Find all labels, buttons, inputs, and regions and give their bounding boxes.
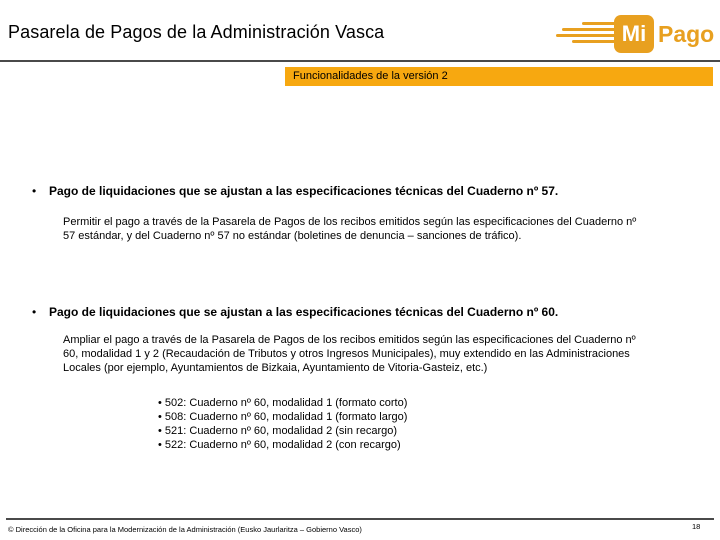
section-heading-text: Pago de liquidaciones que se ajustan a las especificaciones técnicas del Cuaderno nº 57.: [49, 184, 559, 198]
section-description-57: [63, 215, 636, 243]
footer-copyright: © Dirección de la Oficina para la Modernización de la Administración (Eusko Jaurlaritza – Gobierno Vasco): [8, 525, 362, 534]
slide-header: [0, 0, 720, 62]
description-line: Locales (por ejemplo, Ayuntamientos de Bizkaia, Ayuntamiento de Vitoria-Gasteiz, etc.): [63, 362, 488, 374]
description-line: Ampliar el pago a través de la Pasarela de Pagos de los recibos emitidos según las especificaciones del Cuaderno nº: [63, 334, 636, 346]
logo-speed-lines-icon: [556, 18, 618, 48]
format-list: [158, 396, 407, 452]
list-item: • 521: Cuaderno nº 60, modalidad 2 (sin recargo): [158, 425, 398, 437]
bullet-icon: •: [32, 184, 37, 198]
footer-divider: [6, 518, 714, 520]
list-item: • 508: Cuaderno nº 60, modalidad 1 (formato largo): [158, 411, 408, 423]
logo-pago: Pago: [658, 21, 715, 47]
section-description-60: [63, 333, 636, 375]
description-line: Permitir el pago a través de la Pasarela de Pagos de los recibos emitidos según las especificaciones del Cuaderno nº: [63, 216, 637, 228]
version-banner: [285, 67, 713, 86]
list-item: • 522: Cuaderno nº 60, modalidad 2 (con recargo): [158, 439, 401, 451]
list-item: • 502: Cuaderno nº 60, modalidad 1 (formato corto): [158, 397, 408, 409]
description-line: 57 estándar, y del Cuaderno nº 57 no estándar (boletines de denuncia – sanciones de tráfico).: [63, 230, 522, 242]
slide-title: Pasarela de Pagos de la Administración Vasca: [8, 22, 385, 42]
logo-mi: Mi: [614, 15, 654, 53]
description-line: 60, modalidad 1 y 2 (Recaudación de Tributos y otros Ingresos Municipales), muy extendido en las Administraciones: [63, 348, 630, 360]
page-number: 18: [692, 522, 701, 531]
section-heading-text: Pago de liquidaciones que se ajustan a las especificaciones técnicas del Cuaderno nº 60.: [49, 305, 559, 319]
bullet-icon: •: [32, 305, 37, 319]
version-label: Funcionalidades de la versión 2: [293, 70, 448, 82]
mipago-logo: [556, 15, 715, 53]
header-divider: [0, 60, 720, 62]
